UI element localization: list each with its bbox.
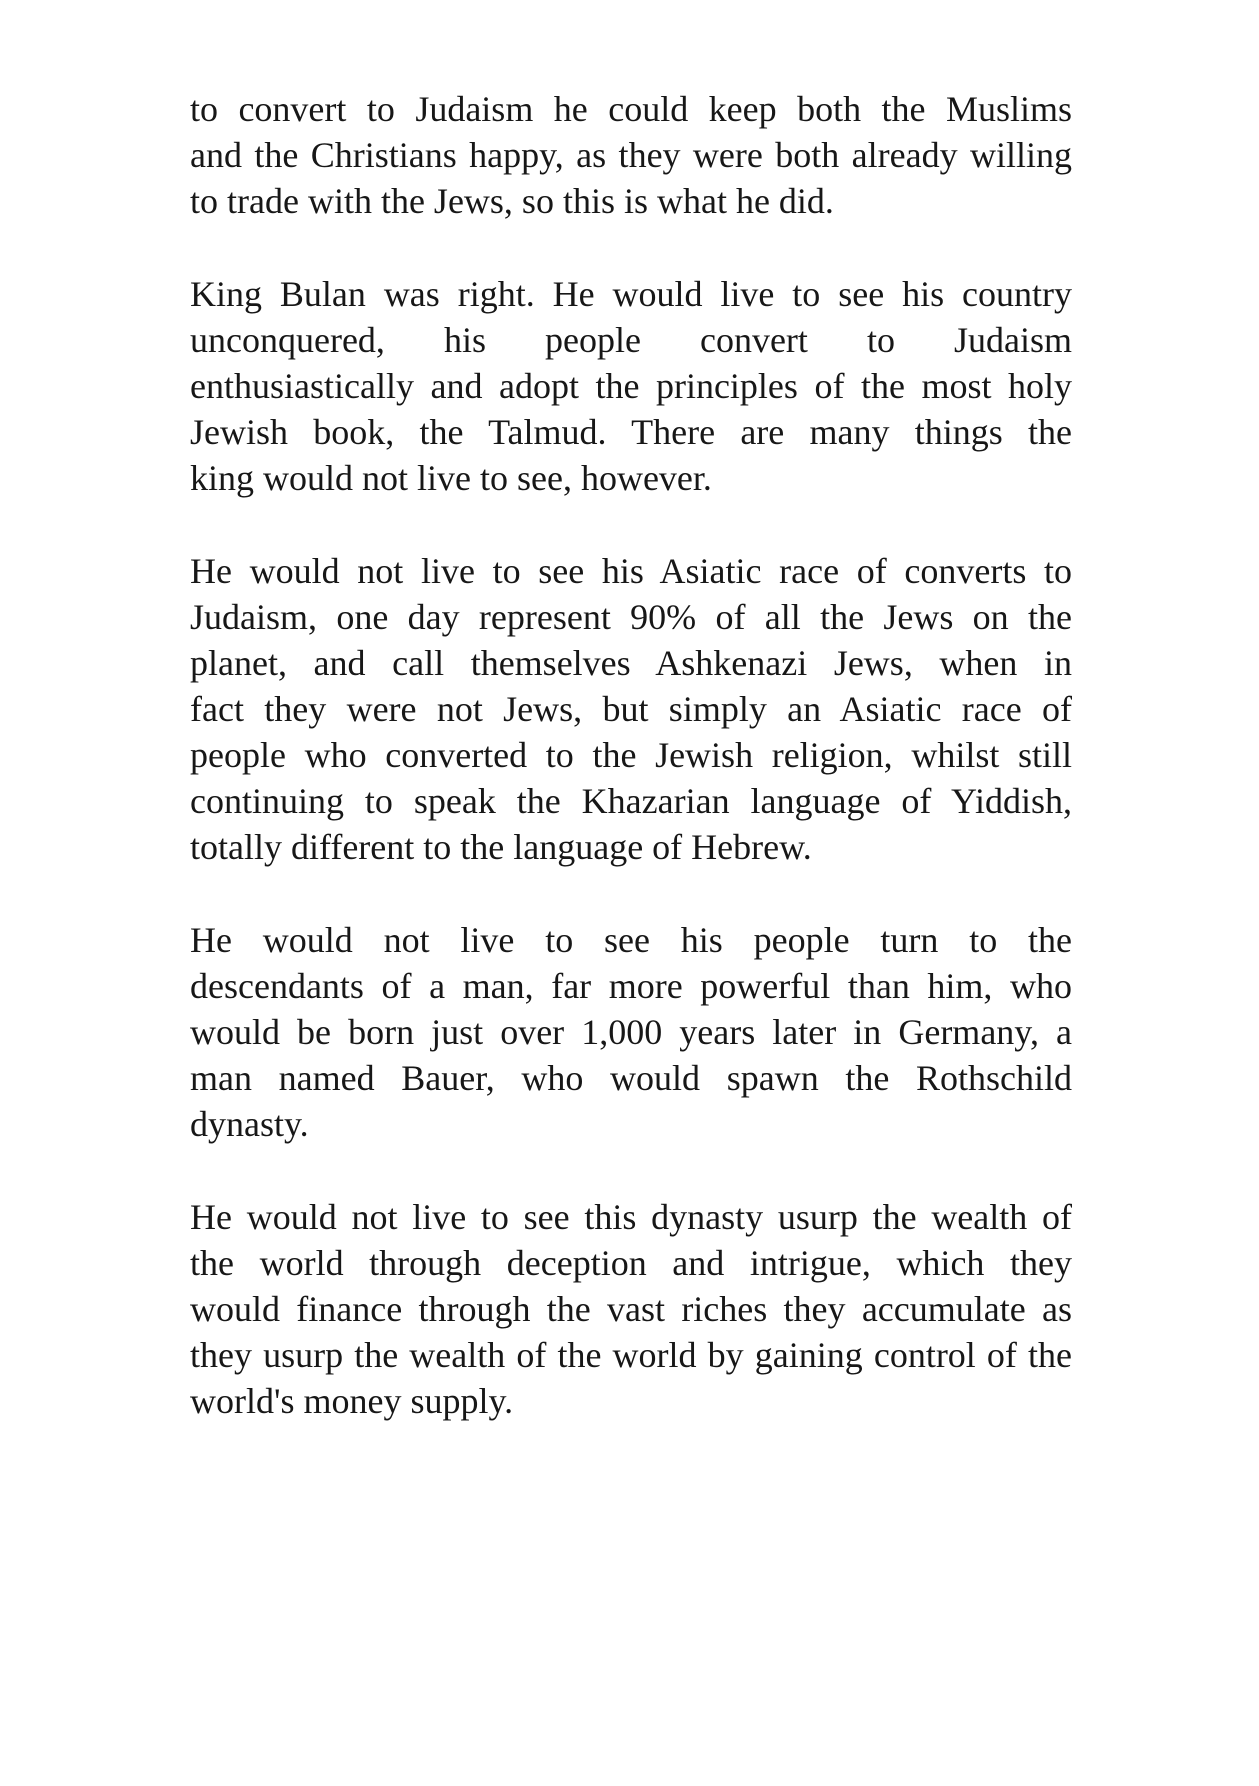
text-line: He would not live to see this dynasty usurp the wealth of — [190, 1197, 1072, 1237]
text-line: unconquered, his people convert to Judaism — [190, 320, 1072, 360]
text-line: people who converted to the Jewish religion, whilst still — [190, 735, 1072, 775]
text-line: world's money supply. — [190, 1381, 514, 1421]
paragraph-3 — [190, 548, 1072, 870]
text-line: fact they were not Jews, but simply an Asiatic race of — [190, 689, 1072, 729]
text-line: and the Christians happy, as they were both already willing — [190, 135, 1072, 175]
text-line: king would not live to see, however. — [190, 458, 712, 498]
text-line: would be born just over 1,000 years later in Germany, a — [190, 1012, 1072, 1052]
text-line: King Bulan was right. He would live to see his country — [190, 274, 1072, 314]
text-line: Jewish book, the Talmud. There are many things the — [190, 412, 1072, 452]
text-line: enthusiastically and adopt the principles of the most holy — [190, 366, 1072, 406]
paragraph-1 — [190, 86, 1072, 224]
paragraph-5 — [190, 1194, 1072, 1424]
text-line: to trade with the Jews, so this is what he did. — [190, 181, 834, 221]
paragraph-2 — [190, 271, 1072, 501]
text-line: dynasty. — [190, 1104, 309, 1144]
text-line: descendants of a man, far more powerful than him, who — [190, 966, 1072, 1006]
text-line: He would not live to see his people turn to the — [190, 920, 1072, 960]
text-line: man named Bauer, who would spawn the Rothschild — [190, 1058, 1072, 1098]
text-line: totally different to the language of Hebrew. — [190, 827, 812, 867]
text-line: Judaism, one day represent 90% of all the Jews on the — [190, 597, 1072, 637]
text-line: the world through deception and intrigue, which they — [190, 1243, 1072, 1283]
text-line: planet, and call themselves Ashkenazi Jews, when in — [190, 643, 1072, 683]
text-line: they usurp the wealth of the world by gaining control of the — [190, 1335, 1072, 1375]
text-line: He would not live to see his Asiatic race of converts to — [190, 551, 1072, 591]
paragraph-4 — [190, 917, 1072, 1147]
text-line: would finance through the vast riches they accumulate as — [190, 1289, 1072, 1329]
text-line: continuing to speak the Khazarian language of Yiddish, — [190, 781, 1072, 821]
text-line: to convert to Judaism he could keep both the Muslims — [190, 89, 1072, 129]
page-text-block — [190, 86, 1072, 1471]
